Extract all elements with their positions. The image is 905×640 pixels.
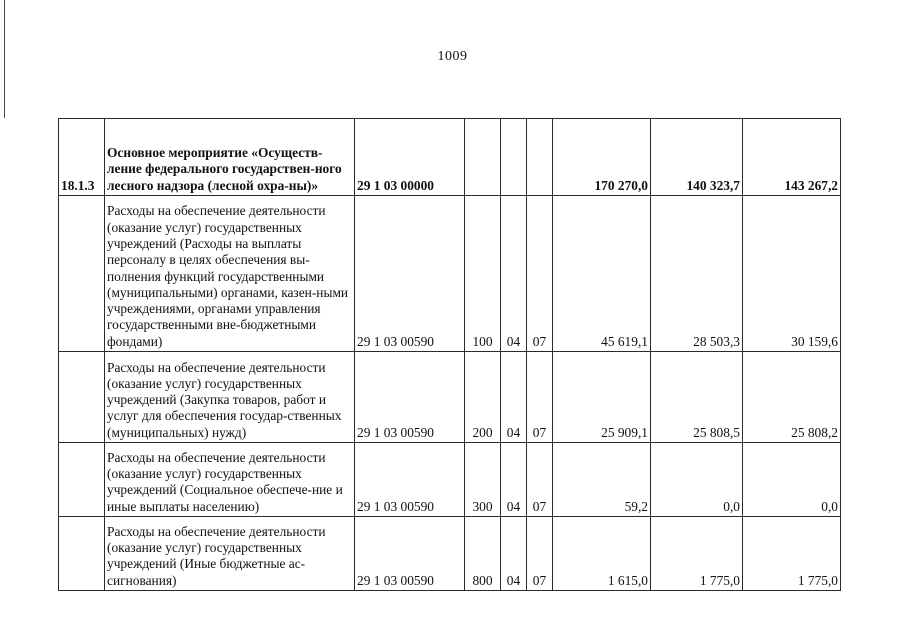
page-number: 1009 xyxy=(437,49,468,64)
expense-type-code xyxy=(465,119,501,196)
table-row xyxy=(59,517,841,591)
section-code: 04 xyxy=(501,196,527,352)
target-article-code: 29 1 03 00590 xyxy=(355,196,465,352)
subsection-code: 07 xyxy=(527,196,553,352)
amount-year-3: 1 775,0 xyxy=(743,517,841,591)
amount-year-2: 0,0 xyxy=(651,443,743,517)
table-row xyxy=(59,119,841,196)
amount-year-3: 143 267,2 xyxy=(743,119,841,196)
target-article-code: 29 1 03 00590 xyxy=(355,443,465,517)
row-description: Расходы на обеспечение деятельности (оказание услуг) государственных учреждений (Иные бюджетные ас-сигнования) xyxy=(105,517,355,591)
amount-year-1: 59,2 xyxy=(553,443,651,517)
row-number: 18.1.3 xyxy=(59,119,105,196)
section-code: 04 xyxy=(501,517,527,591)
amount-year-3: 30 159,6 xyxy=(743,196,841,352)
target-article-code: 29 1 03 00590 xyxy=(355,352,465,443)
section-code: 04 xyxy=(501,443,527,517)
row-number xyxy=(59,443,105,517)
row-description: Основное мероприятие «Осуществ-ление федерального государствен-ного лесного надзора (лесной охра-ны)» xyxy=(105,119,355,196)
subsection-code: 07 xyxy=(527,352,553,443)
row-description: Расходы на обеспечение деятельности (оказание услуг) государственных учреждений (Социальное обеспече-ние и иные выплаты населению) xyxy=(105,443,355,517)
subsection-code: 07 xyxy=(527,443,553,517)
table-row xyxy=(59,443,841,517)
budget-table xyxy=(58,118,841,591)
row-number xyxy=(59,352,105,443)
row-number xyxy=(59,517,105,591)
row-description: Расходы на обеспечение деятельности (оказание услуг) государственных учреждений (Расходы на выплаты персоналу в целях обеспечения вы-полнения функций государственными (муниципальными) органами, казен-ными учреждениями, органами управления государственными вне-бюджетными фондами) xyxy=(105,196,355,352)
subsection-code xyxy=(527,119,553,196)
section-code: 04 xyxy=(501,352,527,443)
expense-type-code: 100 xyxy=(465,196,501,352)
row-description: Расходы на обеспечение деятельности (оказание услуг) государственных учреждений (Закупка товаров, работ и услуг для обеспечения государ-ственных (муниципальных) нужд) xyxy=(105,352,355,443)
amount-year-3: 25 808,2 xyxy=(743,352,841,443)
amount-year-1: 25 909,1 xyxy=(553,352,651,443)
amount-year-2: 25 808,5 xyxy=(651,352,743,443)
table-row xyxy=(59,352,841,443)
amount-year-1: 170 270,0 xyxy=(553,119,651,196)
amount-year-2: 1 775,0 xyxy=(651,517,743,591)
amount-year-1: 45 619,1 xyxy=(553,196,651,352)
row-number xyxy=(59,196,105,352)
amount-year-2: 28 503,3 xyxy=(651,196,743,352)
expense-type-code: 800 xyxy=(465,517,501,591)
target-article-code: 29 1 03 00590 xyxy=(355,517,465,591)
amount-year-3: 0,0 xyxy=(743,443,841,517)
subsection-code: 07 xyxy=(527,517,553,591)
target-article-code: 29 1 03 00000 xyxy=(355,119,465,196)
amount-year-2: 140 323,7 xyxy=(651,119,743,196)
section-code xyxy=(501,119,527,196)
table-row xyxy=(59,196,841,352)
amount-year-1: 1 615,0 xyxy=(553,517,651,591)
expense-type-code: 300 xyxy=(465,443,501,517)
expense-type-code: 200 xyxy=(465,352,501,443)
